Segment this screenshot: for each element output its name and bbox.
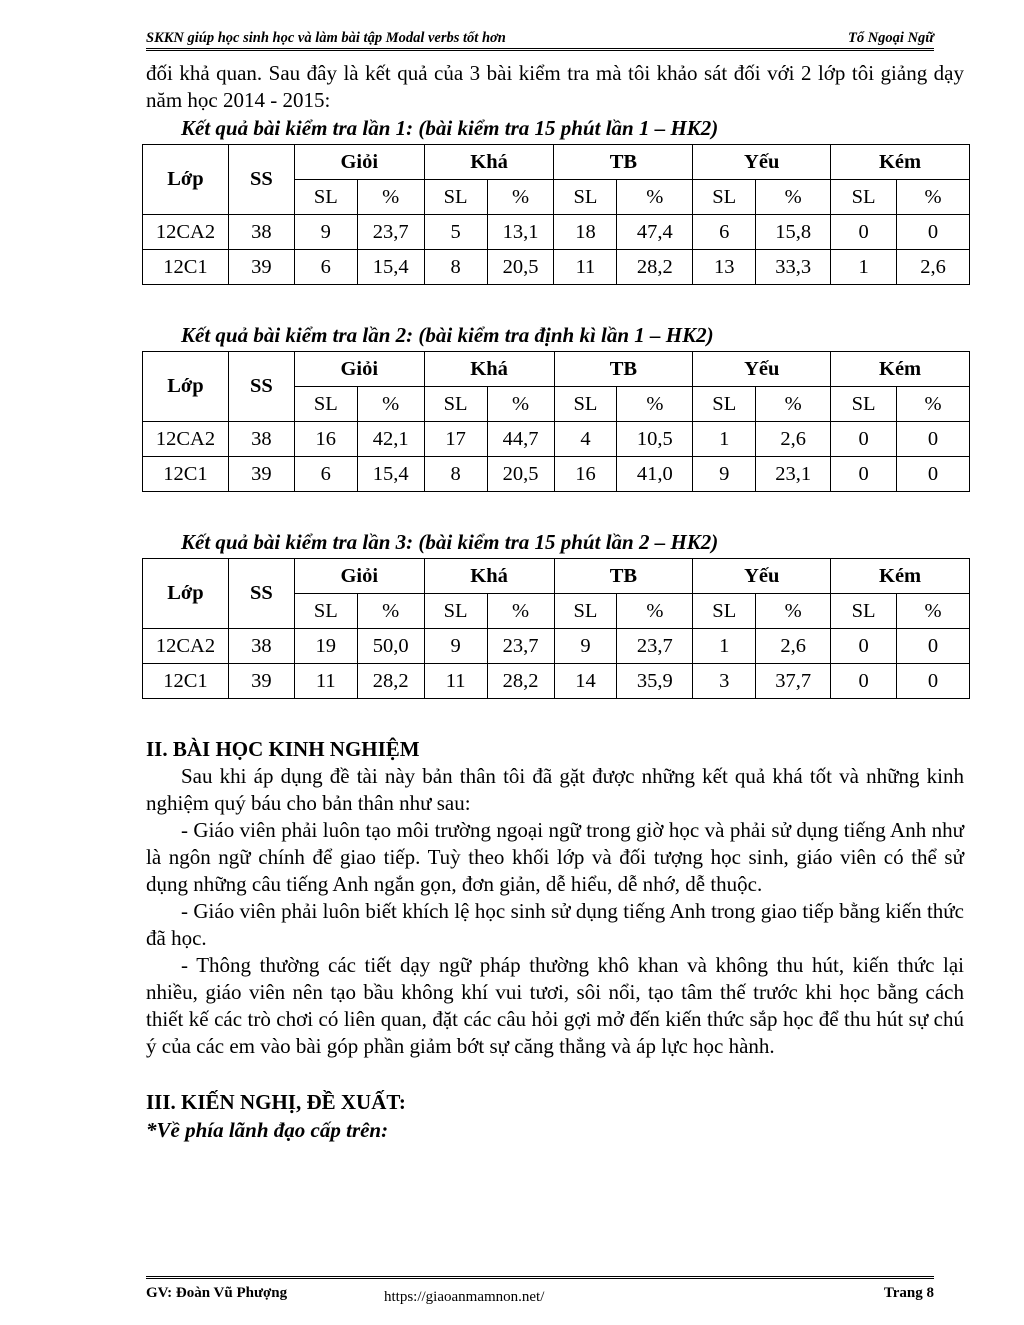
header-kha: Khá: [424, 352, 554, 387]
table-row: [143, 664, 970, 699]
cell: 12C1: [143, 250, 229, 285]
header-yeu: Yếu: [693, 352, 831, 387]
header-sl: SL: [554, 594, 617, 629]
cell: 18: [554, 215, 617, 250]
header-pct: %: [756, 387, 831, 422]
cell: 15,4: [357, 250, 424, 285]
cell: 1: [693, 422, 756, 457]
cell: 5: [424, 215, 487, 250]
header-kha: Khá: [424, 559, 554, 594]
cell: 33,3: [756, 250, 831, 285]
table-row: [143, 215, 970, 250]
section-3-title: III. KIẾN NGHỊ, ĐỀ XUẤT:: [146, 1090, 406, 1114]
footer-author: GV: Đoàn Vũ Phượng: [146, 1285, 288, 1301]
cell: 28,2: [617, 250, 693, 285]
cell: 1: [831, 250, 897, 285]
header-pct: %: [357, 387, 424, 422]
cell: 6: [294, 457, 357, 492]
page-content: [146, 60, 964, 1144]
cell: 0: [897, 664, 970, 699]
header-pct: %: [357, 594, 424, 629]
cell: 0: [831, 215, 897, 250]
cell: 44,7: [487, 422, 554, 457]
header-ss: SS: [228, 352, 294, 422]
cell: 12C1: [143, 457, 229, 492]
cell: 12C1: [143, 664, 229, 699]
header-pct: %: [617, 594, 693, 629]
cell: 2,6: [897, 250, 970, 285]
header-sl: SL: [831, 594, 897, 629]
header-title: SKKN giúp học sinh học và làm bài tập Modal verbs tốt hơn: [146, 30, 506, 46]
header-lop: Lớp: [143, 145, 229, 215]
cell: 8: [424, 457, 487, 492]
cell: 47,4: [617, 215, 693, 250]
cell: 6: [693, 215, 756, 250]
cell: 12CA2: [143, 422, 229, 457]
cell: 2,6: [756, 422, 831, 457]
cell: 3: [693, 664, 756, 699]
intro-paragraph: đối khả quan. Sau đây là kết quả của 3 bài kiểm tra mà tôi khảo sát đối với 2 lớp tôi giảng dạy năm học 2014 - 2015:: [146, 61, 964, 112]
table-row: [143, 629, 970, 664]
cell: 11: [554, 250, 617, 285]
cell: 0: [831, 457, 897, 492]
header-pct: %: [357, 180, 424, 215]
cell: 50,0: [357, 629, 424, 664]
table-row: [143, 250, 970, 285]
cell: 39: [228, 664, 294, 699]
table-2-caption: Kết quả bài kiểm tra lần 2: (bài kiểm tra định kì lần 1 – HK2): [181, 323, 714, 347]
header-pct: %: [617, 180, 693, 215]
cell: 0: [897, 629, 970, 664]
cell: 16: [554, 457, 617, 492]
section-2-paragraph: - Giáo viên phải luôn tạo môi trường ngoại ngữ trong giờ học và phải sử dụng tiếng Anh như là ngôn ngữ chính để giao tiếp. Tuỳ theo khối lớp và đối tượng học sinh, giáo viên có thể sử dụng những câu tiếng Anh ngắn gọn, đơn giản, dễ hiểu, dễ nhớ, dễ thuộc.: [146, 818, 964, 896]
cell: 23,1: [756, 457, 831, 492]
cell: 41,0: [617, 457, 693, 492]
results-table-2: [142, 351, 970, 492]
cell: 38: [228, 629, 294, 664]
header-kha: Khá: [424, 145, 554, 180]
header-sl: SL: [554, 180, 617, 215]
cell: 1: [693, 629, 756, 664]
header-tb: TB: [554, 559, 693, 594]
header-gioi: Giỏi: [294, 145, 424, 180]
header-sl: SL: [554, 387, 617, 422]
cell: 0: [831, 664, 897, 699]
header-gioi: Giỏi: [294, 559, 424, 594]
header-sl: SL: [693, 387, 756, 422]
cell: 0: [897, 457, 970, 492]
cell: 9: [693, 457, 756, 492]
header-pct: %: [487, 594, 554, 629]
table-row: [143, 422, 970, 457]
cell: 17: [424, 422, 487, 457]
cell: 9: [424, 629, 487, 664]
cell: 23,7: [487, 629, 554, 664]
table-row: [143, 457, 970, 492]
header-sl: SL: [831, 387, 897, 422]
header-department: Tổ Ngoại Ngữ: [847, 30, 934, 46]
cell: 38: [228, 215, 294, 250]
cell: 10,5: [617, 422, 693, 457]
cell: 11: [294, 664, 357, 699]
footer-url[interactable]: https://giaoanmamnon.net/: [384, 1289, 545, 1305]
header-pct: %: [897, 387, 970, 422]
cell: 16: [294, 422, 357, 457]
cell: 39: [228, 250, 294, 285]
table-3-caption: Kết quả bài kiểm tra lần 3: (bài kiểm tra 15 phút lần 2 – HK2): [181, 530, 719, 554]
header-tb: TB: [554, 145, 693, 180]
header-tb: TB: [554, 352, 693, 387]
header-sl: SL: [693, 180, 756, 215]
cell: 6: [294, 250, 357, 285]
header-sl: SL: [294, 594, 357, 629]
cell: 2,6: [756, 629, 831, 664]
header-gioi: Giỏi: [294, 352, 424, 387]
page-header: [146, 30, 934, 51]
cell: 23,7: [357, 215, 424, 250]
header-pct: %: [756, 180, 831, 215]
cell: 12CA2: [143, 215, 229, 250]
results-table-3: [142, 558, 970, 699]
cell: 0: [897, 215, 970, 250]
cell: 9: [554, 629, 617, 664]
cell: 9: [294, 215, 357, 250]
header-sl: SL: [424, 594, 487, 629]
header-sl: SL: [831, 180, 897, 215]
table-1-caption: Kết quả bài kiểm tra lần 1: (bài kiểm tra 15 phút lần 1 – HK2): [181, 116, 719, 140]
cell: 23,7: [617, 629, 693, 664]
header-lop: Lớp: [143, 559, 229, 629]
footer-page-number: Trang 8: [883, 1285, 934, 1301]
header-ss: SS: [228, 145, 294, 215]
cell: 0: [831, 629, 897, 664]
cell: 19: [294, 629, 357, 664]
footer-rule: [146, 1276, 934, 1279]
header-sl: SL: [693, 594, 756, 629]
cell: 0: [831, 422, 897, 457]
section-2-title: II. BÀI HỌC KINH NGHIỆM: [146, 737, 420, 761]
cell: 15,4: [357, 457, 424, 492]
header-pct: %: [897, 180, 970, 215]
cell: 20,5: [487, 457, 554, 492]
cell: 35,9: [617, 664, 693, 699]
cell: 0: [897, 422, 970, 457]
cell: 13: [693, 250, 756, 285]
cell: 12CA2: [143, 629, 229, 664]
header-sl: SL: [294, 180, 357, 215]
cell: 42,1: [357, 422, 424, 457]
header-lop: Lớp: [143, 352, 229, 422]
cell: 4: [554, 422, 617, 457]
header-kem: Kém: [831, 559, 970, 594]
header-pct: %: [487, 387, 554, 422]
header-sl: SL: [294, 387, 357, 422]
header-sl: SL: [424, 180, 487, 215]
cell: 39: [228, 457, 294, 492]
header-pct: %: [617, 387, 693, 422]
cell: 28,2: [487, 664, 554, 699]
header-yeu: Yếu: [693, 559, 831, 594]
results-table-1: [142, 144, 970, 285]
section-2-paragraph: - Thông thường các tiết dạy ngữ pháp thường khô khan và không thu hút, kiến thức lại nhiều, giáo viên nên tạo bầu không khí vui tươi, sôi nổi, tạo tâm thế trước khi học bằng cách thiết kế các trò chơi có liên quan, đặt các câu hỏi gợi mở đến kiến thức sắp học để thu hút sự chú ý của các em vào bài góp phần giảm bớt sự căng thẳng và áp lực học hành.: [146, 953, 964, 1058]
header-sl: SL: [424, 387, 487, 422]
cell: 13,1: [487, 215, 554, 250]
cell: 8: [424, 250, 487, 285]
section-2-paragraph: - Giáo viên phải luôn biết khích lệ học sinh sử dụng tiếng Anh trong giao tiếp bằng kiến thức đã học.: [146, 899, 964, 950]
cell: 38: [228, 422, 294, 457]
header-pct: %: [756, 594, 831, 629]
header-kem: Kém: [831, 145, 970, 180]
section-2-paragraph: Sau khi áp dụng đề tài này bản thân tôi đã gặt được những kết quả khá tốt và những kinh nghiệm quý báu cho bản thân như sau:: [146, 764, 964, 815]
cell: 37,7: [756, 664, 831, 699]
header-yeu: Yếu: [693, 145, 831, 180]
header-ss: SS: [228, 559, 294, 629]
cell: 14: [554, 664, 617, 699]
cell: 20,5: [487, 250, 554, 285]
header-pct: %: [487, 180, 554, 215]
cell: 15,8: [756, 215, 831, 250]
cell: 11: [424, 664, 487, 699]
header-pct: %: [897, 594, 970, 629]
cell: 28,2: [357, 664, 424, 699]
section-3-subtitle: *Về phía lãnh đạo cấp trên:: [146, 1118, 389, 1142]
header-kem: Kém: [831, 352, 970, 387]
